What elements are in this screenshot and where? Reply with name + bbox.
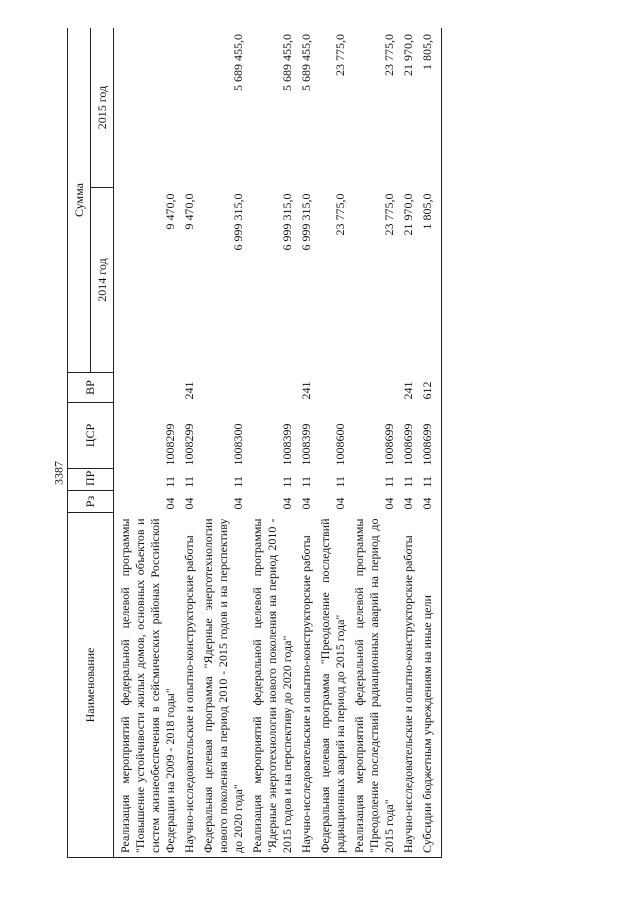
- row-name: Научно-исследовательские и опытно-конструкторские работы: [295, 513, 314, 858]
- table-row: [114, 28, 179, 858]
- row-amount-2014: 23 775,0: [333, 193, 347, 236]
- row-rz: 04: [333, 497, 347, 510]
- row-pr: 11: [163, 475, 177, 488]
- row-vr: [314, 373, 348, 403]
- table-row: [178, 28, 197, 858]
- row-csr: 1008399: [299, 423, 313, 466]
- header-vr: ВР: [68, 373, 114, 403]
- table-body: [114, 28, 442, 858]
- row-name: Реализация мероприятий федеральной целевой программы "Преодоление последствий радиационных аварий на период до 2015 года": [348, 513, 397, 858]
- table-row: [295, 28, 314, 858]
- header-sum: Сумма: [68, 28, 91, 373]
- row-amount-2015: [114, 28, 179, 188]
- row-amount-2014: 9 470,0: [163, 193, 177, 230]
- row-rz: 04: [416, 491, 442, 513]
- row-rz: 04: [163, 497, 177, 510]
- row-csr: 1008600: [333, 423, 347, 466]
- row-csr: 1008399: [280, 423, 294, 466]
- row-amount-2014: 23 775,0: [382, 193, 396, 236]
- row-csr: 1008699: [382, 423, 396, 466]
- row-name: Научно-исследовательские и опытно-конструкторские работы: [397, 513, 416, 858]
- row-amount-2015: 1 805,0: [416, 28, 442, 188]
- row-name: Научно-исследовательские и опытно-конструкторские работы: [178, 513, 197, 858]
- row-vr: [197, 373, 246, 403]
- header-year-2014: 2014 год: [91, 188, 114, 373]
- row-pr: 11: [416, 469, 442, 491]
- row-csr: 1008699: [401, 423, 415, 466]
- row-rz: 04: [401, 497, 415, 510]
- row-amount-2014: 6 999 315,0: [280, 193, 294, 251]
- row-vr: 241: [299, 381, 313, 400]
- header-rz: Рз: [68, 491, 114, 513]
- row-pr: 11: [401, 475, 415, 488]
- row-amount-2014: 9 470,0: [182, 193, 196, 230]
- row-csr: 1008699: [416, 403, 442, 469]
- row-amount-2015: 21 970,0: [397, 28, 416, 188]
- table-row: [416, 28, 442, 858]
- row-csr: 1008299: [163, 423, 177, 466]
- row-amount-2015: [178, 28, 197, 188]
- table-row: [197, 28, 246, 858]
- row-vr: 241: [401, 381, 415, 400]
- row-amount-2015: 5 689 455,0: [246, 28, 295, 188]
- budget-table: [67, 28, 442, 858]
- row-vr: [348, 373, 397, 403]
- row-amount-2015: 23 775,0: [314, 28, 348, 188]
- row-pr: 11: [231, 475, 245, 488]
- page-number-text: 3387: [51, 461, 66, 485]
- row-amount-2014: 6 999 315,0: [231, 193, 245, 251]
- row-vr: [246, 373, 295, 403]
- row-name: Реализация мероприятий федеральной целевой программы "Ядерные энерготехнологии нового поколения на период 2010 - 2015 годов и на перспективу до 2020 года": [246, 513, 295, 858]
- row-name: Субсидии бюджетным учреждениям на иные цели: [416, 513, 442, 858]
- row-rz: 04: [280, 497, 294, 510]
- header-name: Наименование: [68, 513, 114, 858]
- header-pr: ПР: [68, 469, 114, 491]
- header-csr: ЦСР: [68, 403, 114, 469]
- row-pr: 11: [333, 475, 347, 488]
- table-row: [397, 28, 416, 858]
- row-pr: 11: [382, 475, 396, 488]
- row-amount-2014: 6 999 315,0: [299, 193, 313, 251]
- row-name: Федеральная целевая программа "Ядерные энерготехнологии нового поколения на период 2010 - 2015 годов и на перспективу до 2020 года": [197, 513, 246, 858]
- row-amount-2015: 5 689 455,0: [197, 28, 246, 188]
- header-year-2015: 2015 год: [91, 28, 114, 188]
- budget-table-container: [67, 28, 616, 858]
- row-csr: 1008300: [231, 423, 245, 466]
- table-header: [68, 28, 114, 858]
- row-pr: 11: [299, 475, 313, 488]
- table-row: [348, 28, 397, 858]
- row-rz: 04: [231, 497, 245, 510]
- table-row: [314, 28, 348, 858]
- row-rz: 04: [382, 497, 396, 510]
- table-row: [246, 28, 295, 858]
- row-rz: 04: [182, 497, 196, 510]
- row-amount-2015: 5 689 455,0: [295, 28, 314, 188]
- row-amount-2014: 1 805,0: [416, 188, 442, 373]
- row-vr: [114, 373, 179, 403]
- row-name: Реализация мероприятий федеральной целевой программы "Повышение устойчивости жилых домов, основных объектов и систем жизнеобеспечения в сейсмических районах Российской Федерации на 2009 - 2018 годы": [114, 513, 179, 858]
- row-amount-2014: 21 970,0: [401, 193, 415, 236]
- row-pr: 11: [280, 475, 294, 488]
- row-name: Федеральная целевая программа "Преодоление последствий радиационных аварий на период до 2015 года": [314, 513, 348, 858]
- row-vr: 241: [182, 381, 196, 400]
- row-vr: 612: [416, 373, 442, 403]
- rotated-table-frame: [67, 28, 616, 858]
- row-rz: 04: [299, 497, 313, 510]
- row-amount-2015: 23 775,0: [348, 28, 397, 188]
- row-pr: 11: [182, 475, 196, 488]
- row-csr: 1008299: [182, 423, 196, 466]
